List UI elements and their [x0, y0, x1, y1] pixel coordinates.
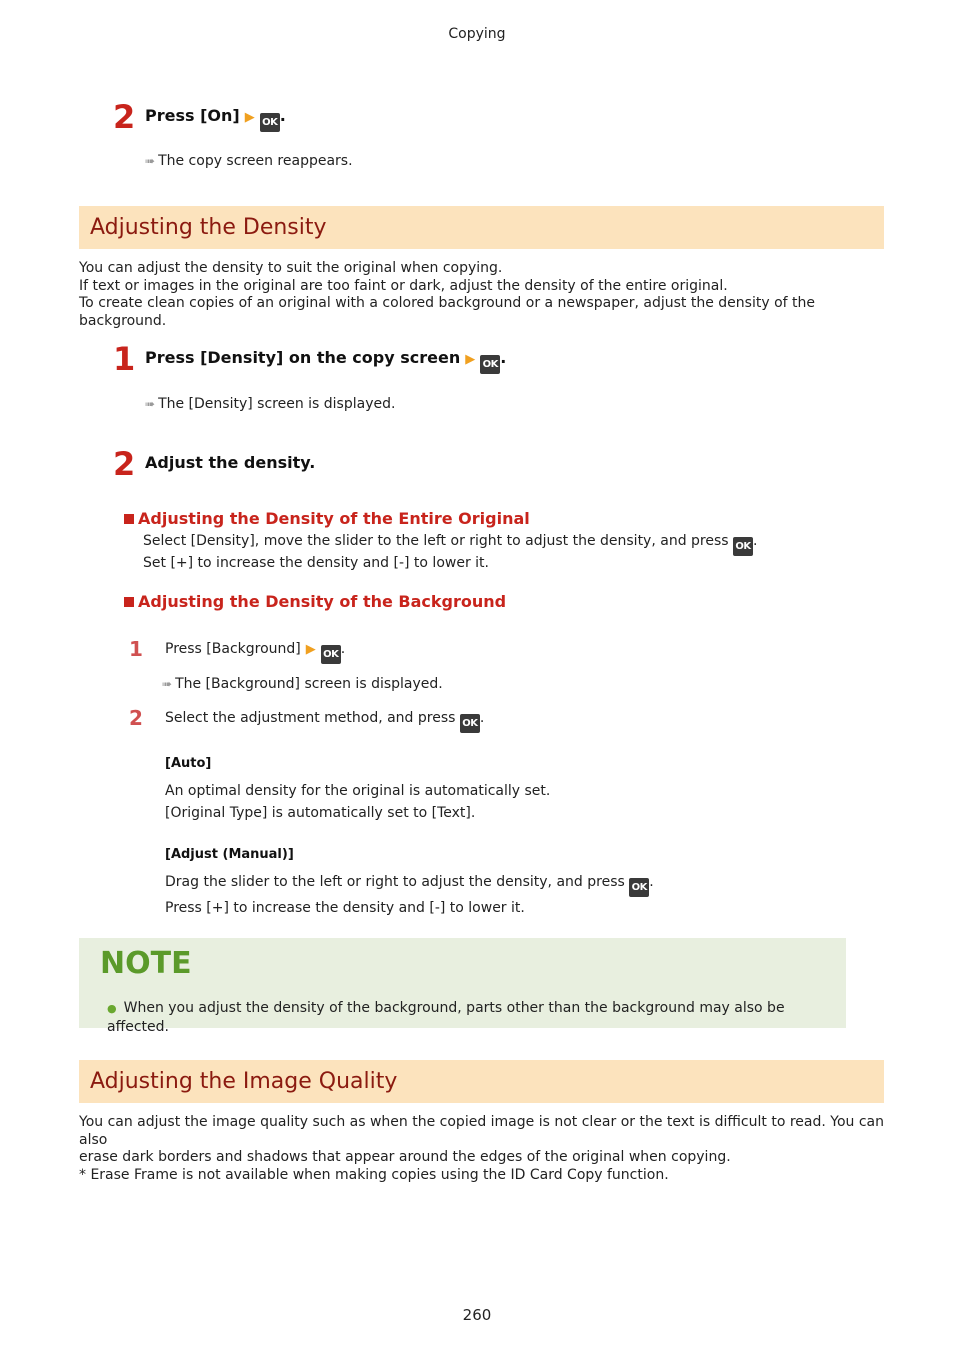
section-heading-density: Adjusting the Density	[79, 206, 884, 249]
option-label-auto: [Auto]	[165, 756, 212, 771]
substep-text: Select the adjustment method, and press OK .	[165, 709, 484, 733]
option-manual-line-1: Drag the slider to the left or right to adjust the density, and press OK .	[165, 873, 654, 897]
square-bullet-icon	[124, 597, 134, 607]
entire-line-1-text: Select [Density], move the slider to the left or right to adjust the density, and press	[143, 533, 729, 549]
ok-key-icon: OK	[260, 113, 280, 132]
substep-result-text: The [Background] screen is displayed.	[175, 676, 443, 692]
step-number: 2	[113, 98, 136, 136]
intro-line: * Erase Frame is not available when making copies using the ID Card Copy function.	[79, 1166, 669, 1183]
note-title: NOTE	[100, 946, 192, 981]
intro-line: You can adjust the density to suit the original when copying.	[79, 260, 503, 276]
square-bullet-icon	[124, 514, 134, 524]
subheading-text: Adjusting the Density of the Entire Original	[138, 509, 530, 528]
ok-key-icon: OK	[460, 714, 480, 733]
option-auto-line-2: [Original Type] is automatically set to [Text].	[165, 805, 476, 821]
ok-key-icon: OK	[733, 537, 753, 556]
substep-text-label: Press [Background]	[165, 641, 301, 657]
substep-text-label: Select the adjustment method, and press	[165, 710, 456, 726]
option-manual-line-1-text: Drag the slider to the left or right to adjust the density, and press	[165, 874, 625, 890]
option-auto-line-1: An optimal density for the original is automatically set.	[165, 783, 551, 799]
result-arrow-icon: ➠	[162, 677, 173, 691]
intro-line: To create clean copies of an original with a colored background or a newspaper, adjust the density of the background.	[79, 295, 815, 329]
intro-line: erase dark borders and shadows that appear around the edges of the original when copying.	[79, 1149, 731, 1165]
step-number: 2	[113, 445, 136, 483]
quality-intro	[79, 1114, 899, 1184]
subheading-text: Adjusting the Density of the Background	[138, 592, 507, 611]
arrow-right-icon: ▶	[465, 352, 476, 367]
bullet-dot-icon: ●	[107, 1002, 117, 1015]
result-arrow-icon: ➠	[145, 154, 156, 168]
intro-line: If text or images in the original are too faint or dark, adjust the density of the entire original.	[79, 277, 728, 294]
step-result	[145, 152, 353, 170]
substep-number: 1	[129, 637, 143, 661]
note-box	[79, 938, 846, 1035]
subheading-entire-original	[124, 509, 530, 529]
result-arrow-icon: ➠	[145, 397, 156, 411]
option-label-manual: [Adjust (Manual)]	[165, 847, 294, 862]
subheading-background	[124, 592, 506, 612]
entire-line-2: Set [+] to increase the density and [-] to lower it.	[143, 555, 489, 571]
substep-text: Press [Background] ▶ OK .	[165, 640, 345, 664]
arrow-right-icon: ▶	[305, 642, 316, 657]
step-result-text: The [Density] screen is displayed.	[158, 396, 396, 412]
step-result-text: The copy screen reappears.	[158, 153, 353, 169]
arrow-right-icon: ▶	[244, 110, 255, 125]
section-heading-image-quality: Adjusting the Image Quality	[79, 1060, 884, 1103]
intro-line: You can adjust the image quality such as when the copied image is not clear or the text is difficult to read. You can also	[79, 1114, 884, 1148]
ok-key-icon: OK	[629, 878, 649, 897]
step-title: Press [Density] on the copy screen ▶ OK .	[145, 348, 506, 374]
page-header: Copying	[448, 26, 506, 42]
substep-result	[162, 675, 443, 693]
step-title: Adjust the density.	[145, 453, 316, 472]
step-number: 1	[113, 340, 136, 378]
option-manual-line-2: Press [+] to increase the density and [-] to lower it.	[165, 900, 525, 916]
step-result	[145, 395, 395, 413]
page-number: 260	[462, 1306, 492, 1324]
ok-key-icon: OK	[480, 355, 500, 374]
note-bullet	[107, 999, 846, 1036]
step-title-text: Press [Density] on the copy screen	[145, 348, 461, 367]
ok-key-icon: OK	[321, 645, 341, 664]
note-bullet-text: When you adjust the density of the background, parts other than the background may also be affected.	[107, 1000, 785, 1035]
entire-line-1: Select [Density], move the slider to the left or right to adjust the density, and press OK .	[143, 532, 757, 556]
density-intro	[79, 260, 899, 330]
step-title-text: Press [On]	[145, 106, 240, 125]
substep-number: 2	[129, 706, 143, 730]
step-title: Press [On] ▶ OK .	[145, 106, 286, 132]
